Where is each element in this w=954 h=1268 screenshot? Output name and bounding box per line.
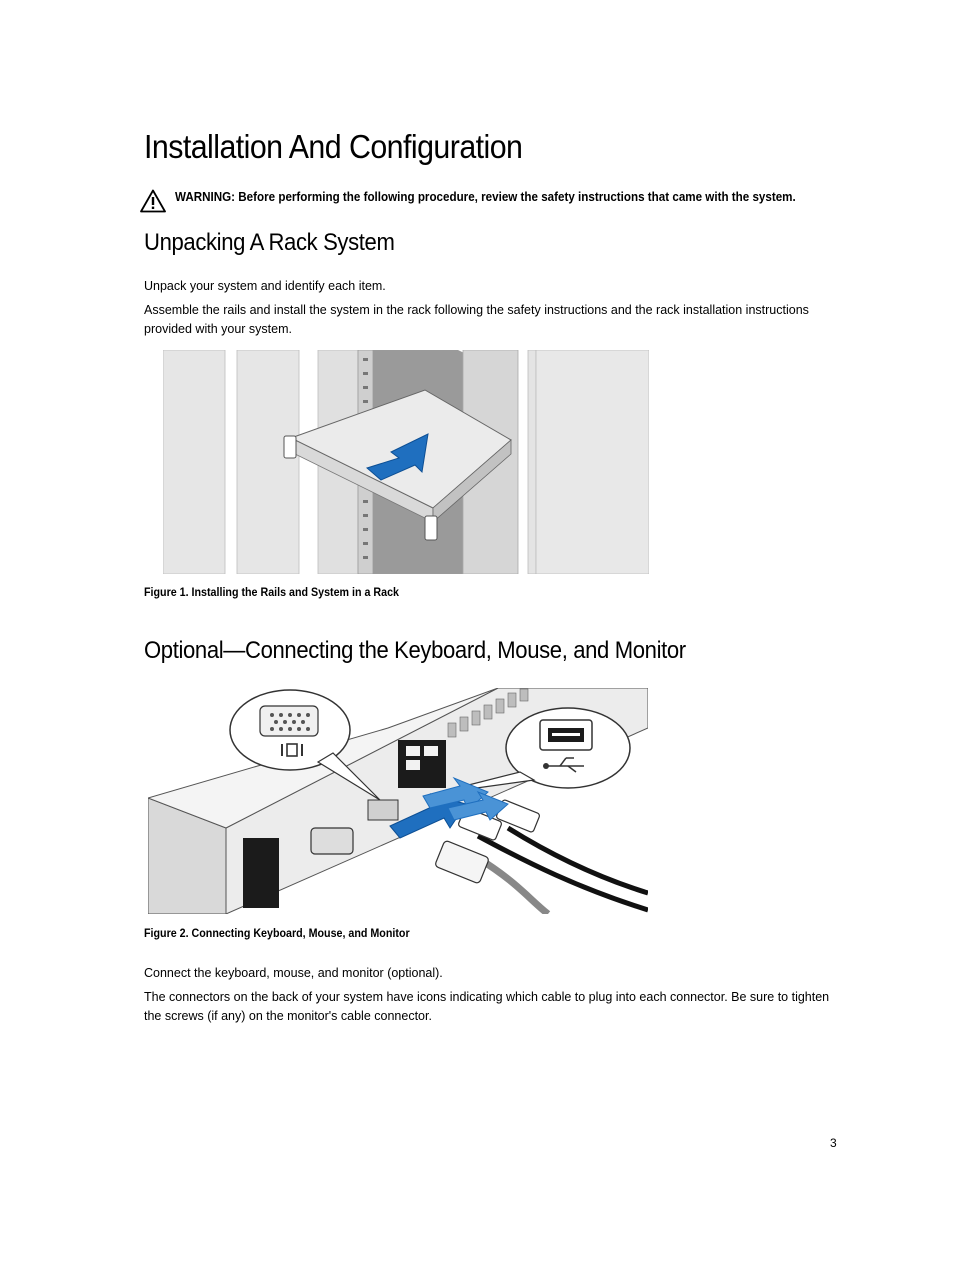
paragraph-connect: Connect the keyboard, mouse, and monitor (optional). <box>144 966 443 980</box>
section-heading-connecting: Optional—Connecting the Keyboard, Mouse, and Monitor <box>144 637 686 664</box>
figure-connectors-illustration <box>148 688 648 914</box>
warning-text: WARNING: Before performing the following procedure, review the safety instructions that came with the system. <box>175 190 796 204</box>
section-heading-unpacking: Unpacking A Rack System <box>144 229 395 256</box>
page-title: Installation And Configuration <box>144 128 523 165</box>
warning-triangle-icon <box>140 189 166 213</box>
paragraph-unpack: Unpack your system and identify each item. <box>144 279 386 293</box>
paragraph-assemble: Assemble the rails and install the system in the rack following the safety instructions and the rack installation instructions provided with your system. <box>144 303 809 336</box>
figure-2-caption: Figure 2. Connecting Keyboard, Mouse, and Monitor <box>144 928 410 940</box>
figure-1-caption: Figure 1. Installing the Rails and System in a Rack <box>144 587 399 599</box>
figure-rack-illustration <box>163 350 649 574</box>
page-number: 3 <box>830 1136 837 1150</box>
paragraph-connectors: The connectors on the back of your system have icons indicating which cable to plug into each connector. Be sure to tighten the screws (if any) on the monitor's cable connector. <box>144 990 830 1023</box>
